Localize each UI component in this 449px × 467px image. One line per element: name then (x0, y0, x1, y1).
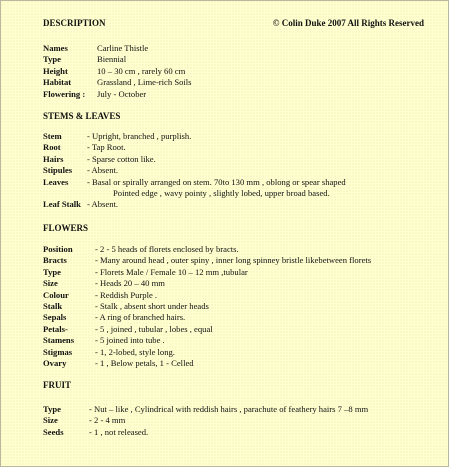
page-title: DESCRIPTION (43, 18, 106, 28)
info-value: 10 – 30 cm , rarely 60 cm (97, 65, 186, 76)
stems-key: Root (43, 142, 61, 153)
flowers-row (43, 244, 438, 255)
flowers-row (43, 312, 438, 323)
flowers-row (43, 335, 438, 346)
info-key: Names (43, 43, 68, 53)
stems-row (43, 199, 438, 210)
flowers-key: Stigmas (43, 346, 73, 357)
info-section (43, 43, 438, 100)
flowers-section (43, 244, 438, 369)
fruit-row (43, 415, 438, 426)
info-value: July - October (97, 88, 147, 99)
flowers-row (43, 255, 438, 266)
flowers-key: Colour (43, 289, 69, 300)
flowers-value: - Florets Male / Female 10 – 12 mm ,tubular (95, 266, 248, 277)
flowers-value: - Many around head , outer spiny , inner long spinney bristle likebetween florets (95, 255, 372, 266)
copyright-notice: © Colin Duke 2007 All Rights Reserved (272, 18, 424, 28)
fruit-value: - 1 , not released. (89, 426, 149, 437)
stems-row (43, 142, 438, 153)
stems-key: Leaf Stalk (43, 199, 81, 210)
stems-value: - Absent. (87, 165, 119, 176)
flowers-value: - Reddish Purple . (95, 289, 158, 300)
stems-row (43, 165, 438, 176)
flowers-value: - 2 - 5 heads of florets enclosed by bracts. (95, 244, 239, 254)
flowers-key: Petals- (43, 323, 68, 334)
stems-value: - Basal or spirally arranged on stem. 70to 130 mm , oblong or spear shaped (87, 176, 346, 187)
stems-value: - Upright, branched , purplish. (87, 131, 192, 141)
stems-row (43, 154, 438, 165)
flowers-row (43, 301, 438, 312)
stems-value: - Tap Root. (87, 142, 126, 153)
flowers-key: Size (43, 278, 58, 289)
flowers-key: Ovary (43, 357, 67, 368)
section-title-fruit: FRUIT (43, 380, 72, 390)
info-row (43, 43, 438, 54)
flowers-key: Type (43, 266, 61, 277)
section-title-stems: STEMS & LEAVES (43, 111, 121, 121)
fruit-section (43, 404, 438, 438)
section-title-flowers: FLOWERS (43, 223, 89, 233)
flowers-row (43, 267, 438, 278)
flowers-key: Position (43, 244, 73, 254)
fruit-key: Seeds (43, 426, 64, 437)
flowers-key: Stamens (43, 335, 75, 346)
info-value: Carline Thistle (97, 43, 149, 53)
flowers-value: - Stalk , absent short under heads (95, 300, 209, 311)
flowers-key: Sepals (43, 312, 67, 323)
flowers-row (43, 290, 438, 301)
fruit-row (43, 427, 438, 438)
flowers-key: Bracts (43, 255, 67, 266)
info-value: Biennial (97, 54, 127, 65)
flowers-value: - Heads 20 – 40 mm (95, 278, 165, 289)
info-key: Flowering : (43, 88, 86, 99)
stems-row (43, 131, 438, 142)
flowers-value: - 1, 2-lobed, style long. (95, 346, 175, 357)
flowers-row (43, 278, 438, 289)
fruit-row (43, 404, 438, 415)
fruit-key: Size (43, 415, 58, 426)
flowers-row (43, 347, 438, 358)
fruit-key: Type (43, 404, 61, 414)
stems-section (43, 131, 438, 211)
stems-key: Hairs (43, 153, 64, 164)
info-value: Grassland , Lime-rich Soils (97, 77, 192, 88)
stems-key: Stipules (43, 165, 73, 176)
info-row (43, 54, 438, 65)
stems-value: - Absent. (87, 199, 119, 210)
stems-row (43, 177, 438, 200)
info-row (43, 66, 438, 77)
flowers-value: - A ring of branched hairs. (95, 312, 186, 323)
flowers-value: - 1 , Below petals, 1 - Celled (95, 357, 194, 368)
stems-value: - Sparse cotton like. (87, 153, 156, 164)
info-row (43, 77, 438, 88)
fruit-value: - 2 - 4 mm (89, 415, 126, 426)
flowers-key: Stalk (43, 300, 63, 311)
flowers-row (43, 358, 438, 369)
stems-key: Leaves (43, 176, 69, 187)
info-key: Habitat (43, 77, 72, 88)
flowers-row (43, 324, 438, 335)
info-key: Type (43, 54, 61, 65)
info-key: Height (43, 65, 68, 76)
stems-value-continued: Pointed edge , wavy pointy , slightly lobed, upper broad based. (113, 187, 330, 198)
flowers-value: - 5 joined into tube . (95, 335, 165, 346)
info-row (43, 89, 438, 100)
flowers-value: - 5 , joined , tubular , lobes , equal (95, 323, 213, 334)
stems-key: Stem (43, 131, 62, 141)
fruit-value: - Nut – like , Cylindrical with reddish hairs , parachute of feathery hairs 7 –8 mm (89, 404, 369, 414)
